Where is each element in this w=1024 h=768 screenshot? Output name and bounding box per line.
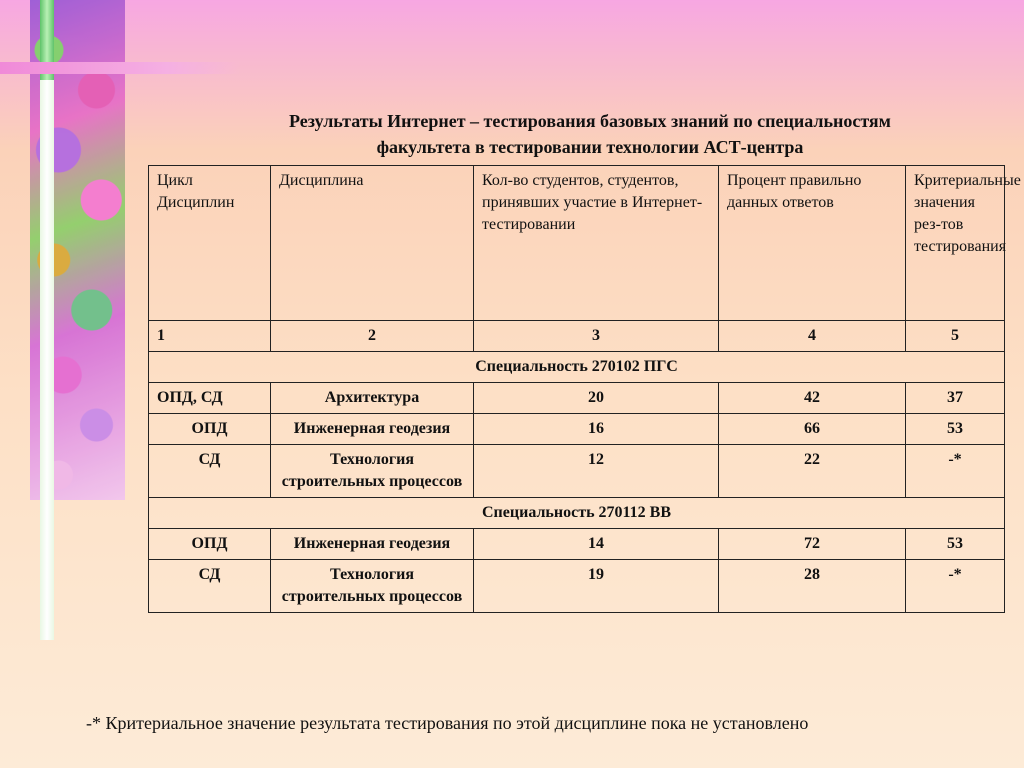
cell-cycle: ОПД, СД [149,383,271,414]
title-line-2: факультета в тестировании технологии АСТ-центра [376,137,804,157]
cell-discipline: Технология строительных процессов [271,560,474,613]
cell-cycle: СД [149,445,271,498]
cell-cycle: ОПД [149,414,271,445]
cell-students: 16 [474,414,719,445]
column-number: 4 [719,321,906,352]
cell-criterion: 37 [906,383,1005,414]
header-row [149,166,1005,321]
cell-criterion: 53 [906,529,1005,560]
cell-percent: 72 [719,529,906,560]
column-number-row [149,321,1005,352]
cell-discipline: Инженерная геодезия [271,529,474,560]
cell-students: 12 [474,445,719,498]
cell-students: 14 [474,529,719,560]
cell-criterion: 53 [906,414,1005,445]
header-cycle: Цикл Дисциплин [149,166,271,321]
decorative-pink-bar [0,62,240,74]
header-students: Кол-во студентов, студентов, принявших участие в Интернет-тестировании [474,166,719,321]
cell-cycle: СД [149,560,271,613]
title-line-1: Результаты Интернет – тестирования базовых знаний по специальностям [289,111,891,131]
decorative-pale-bar [40,80,54,640]
cell-percent: 22 [719,445,906,498]
table-row [149,414,1005,445]
cell-criterion: -* [906,560,1005,613]
column-number: 2 [271,321,474,352]
cell-students: 19 [474,560,719,613]
table-row [149,383,1005,414]
column-number: 3 [474,321,719,352]
section-row [149,498,1005,529]
cell-criterion: -* [906,445,1005,498]
cell-discipline: Архитектура [271,383,474,414]
slide-title [180,108,1000,160]
results-table [148,165,1021,613]
section-row [149,352,1005,383]
cell-percent: 28 [719,560,906,613]
header-discipline: Дисциплина [271,166,474,321]
cell-cycle: ОПД [149,529,271,560]
section-title: Специальность 270102 ПГС [149,352,1005,383]
column-number: 5 [906,321,1005,352]
cell-discipline: Технология строительных процессов [271,445,474,498]
footnote: -* Критериальное значение результата тестирования по этой дисциплине пока не установлено [86,713,809,733]
section-title: Специальность 270112 ВВ [149,498,1005,529]
cell-percent: 42 [719,383,906,414]
table-row [149,529,1005,560]
table-row [149,560,1005,613]
column-number: 1 [149,321,271,352]
header-percent: Процент правильно данных ответов [719,166,906,321]
table-row [149,445,1005,498]
cell-percent: 66 [719,414,906,445]
cell-discipline: Инженерная геодезия [271,414,474,445]
header-criterion: Критериальные значения рез-тов тестирования [906,166,1005,321]
cell-students: 20 [474,383,719,414]
